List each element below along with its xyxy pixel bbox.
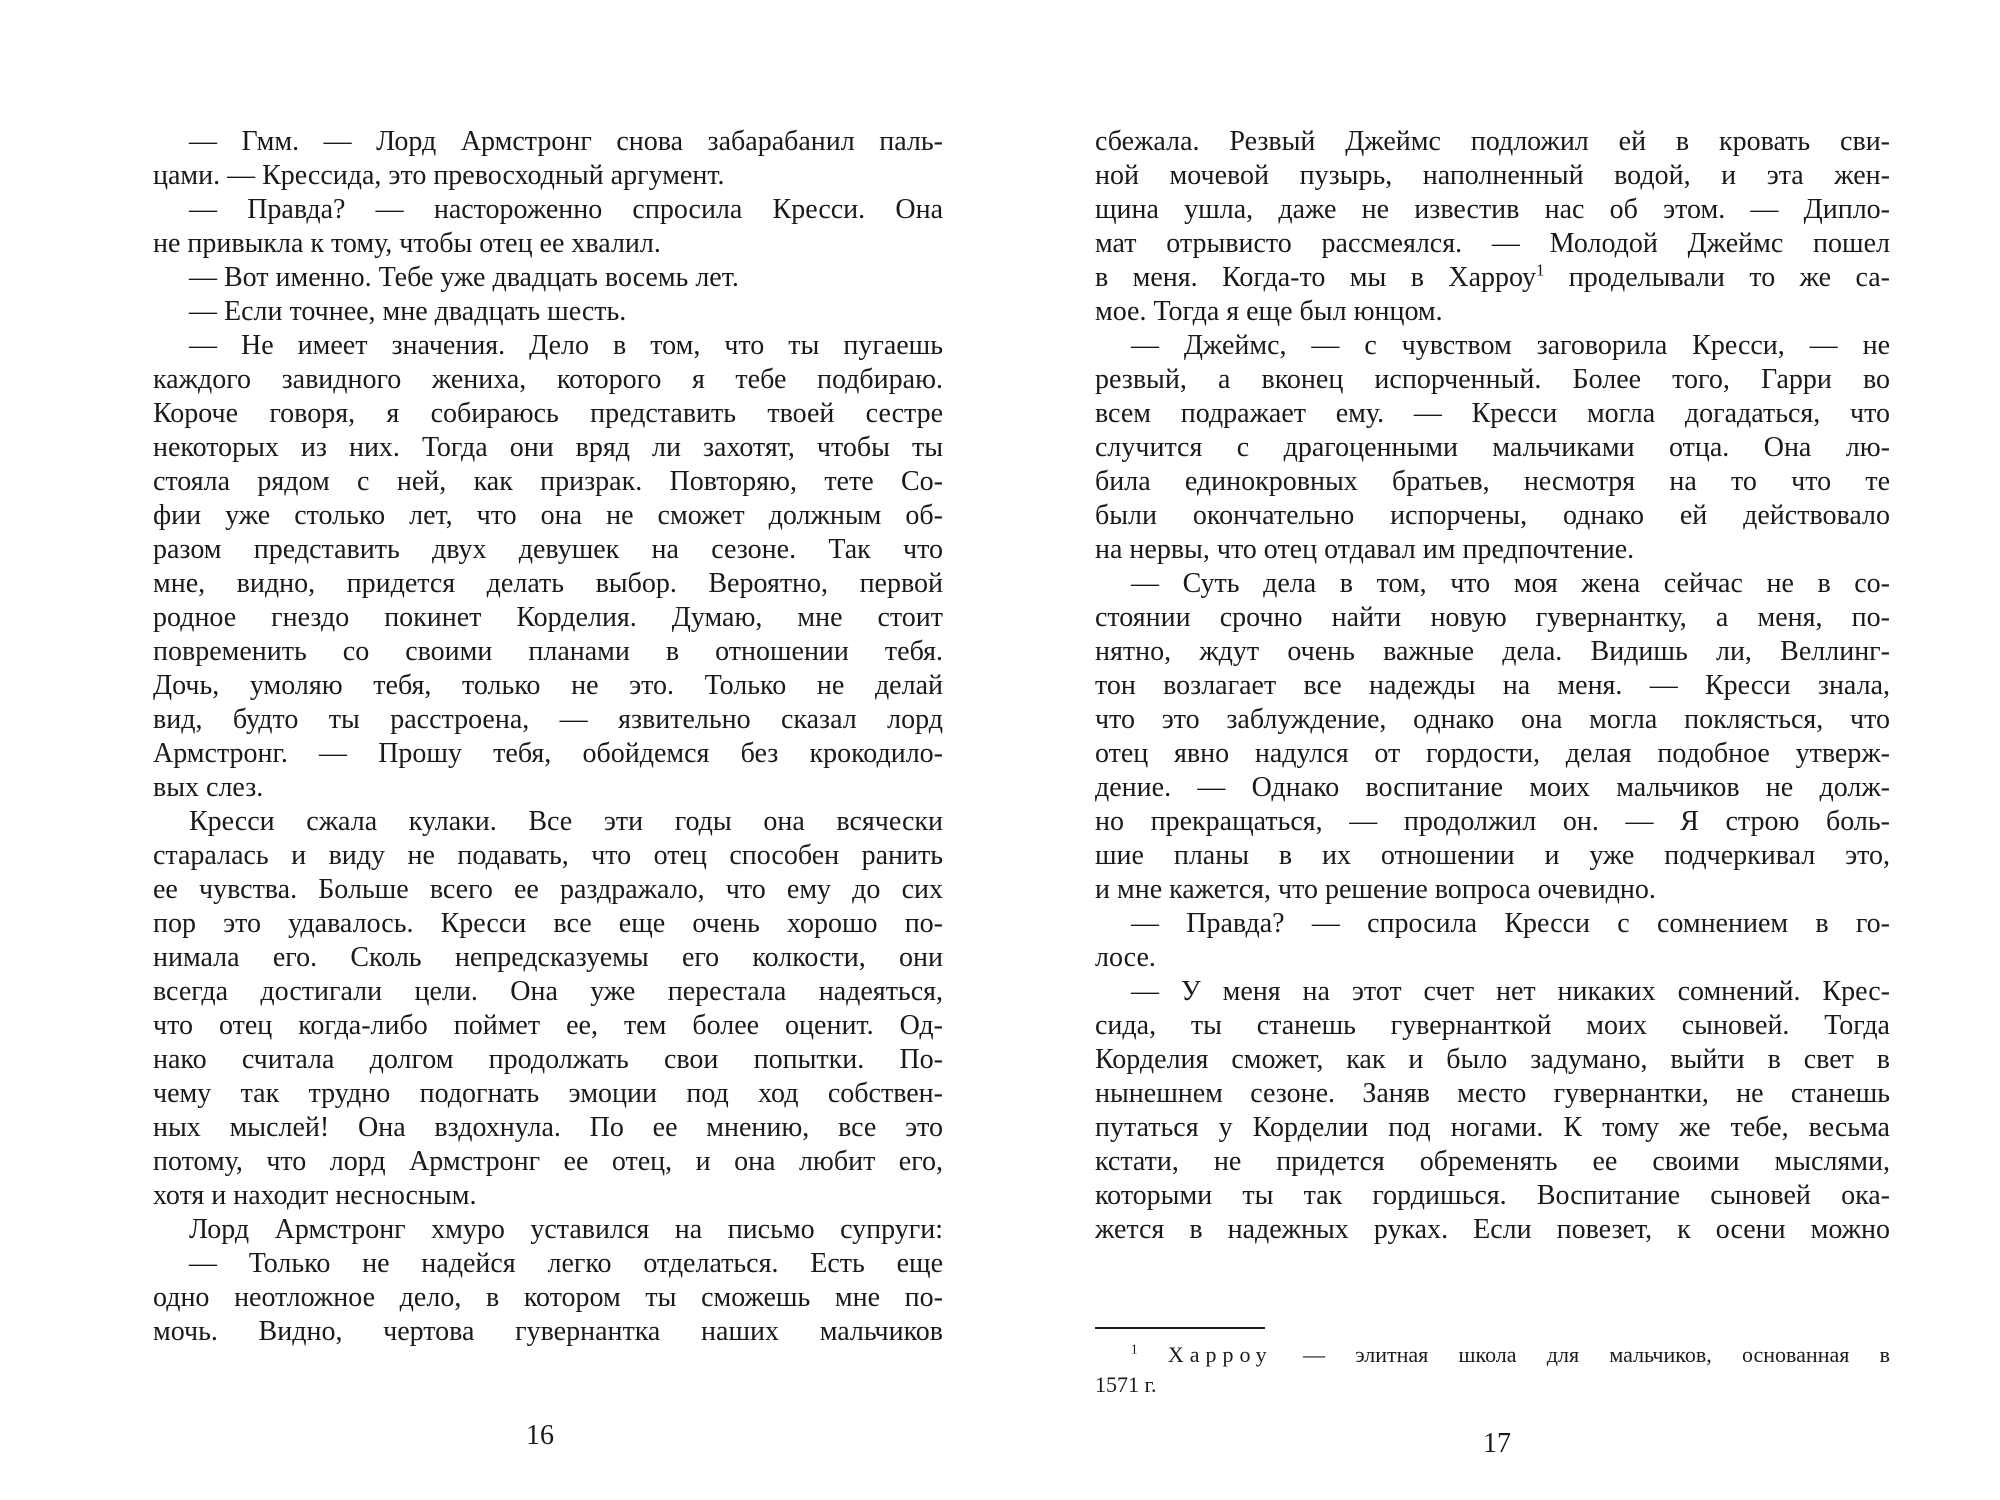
text-line: старалась и виду не подавать, что отец способен ранить [153, 840, 943, 871]
text-line: путаться у Корделии под ногами. К тому же тебе, весьма [1095, 1112, 1890, 1143]
text-line: отец явно надулся от гордости, делая подобное утверж- [1095, 738, 1890, 769]
footnote-marker: 1 [1535, 261, 1545, 280]
text-line: Лорд Армстронг хмуро уставился на письмо супруги: [189, 1214, 943, 1245]
text-line: ной мочевой пузырь, наполненный водой, и эта жен- [1095, 160, 1890, 191]
text-line: сида, ты станешь гувернанткой моих сыновей. Тогда [1095, 1010, 1890, 1041]
text-line: хотя и находит несносным. [153, 1180, 477, 1211]
footnote [1095, 1340, 1890, 1400]
text-line: и мне кажется, что решение вопроса очевидно. [1095, 874, 1656, 905]
text-line: — Вот именно. Тебе уже двадцать восемь лет. [189, 262, 739, 293]
footnote-line [1095, 1340, 1890, 1370]
text-line: вых слез. [153, 772, 264, 803]
right-page [1000, 0, 2000, 1500]
text-line: шие планы в их отношении и уже подчеркивал это, [1095, 840, 1890, 871]
text-line: всем подражает ему. — Кресси могла догадаться, что [1095, 398, 1890, 429]
text-line: Кресси сжала кулаки. Все эти годы она всячески [189, 806, 943, 837]
text-line: на нервы, что отец отдавал им предпочтение. [1095, 534, 1635, 565]
text-line: некоторых из них. Тогда они вряд ли захотят, чтобы ты [153, 432, 943, 463]
page-number: 17 [1483, 1428, 1511, 1459]
text-line: дение. — Однако воспитание моих мальчиков не долж- [1095, 772, 1890, 803]
text-line: нынешнем сезоне. Заняв место гувернантки, не станешь [1095, 1078, 1890, 1109]
text-line: — Суть дела в том, что моя жена сейчас не в со- [1131, 568, 1890, 599]
text-line: пор это удавалось. Кресси все еще очень хорошо по- [153, 908, 943, 939]
text-line: мое. Тогда я еще был юнцом. [1095, 296, 1443, 327]
text-line: что это заблуждение, однако она могла поклясться, что [1095, 704, 1890, 735]
text-line: ее чувства. Больше всего ее раздражало, что ему до сих [153, 874, 943, 905]
text-line: нятно, ждут очень важные дела. Видишь ли, Веллинг- [1095, 636, 1890, 667]
text-line: лосе. [1095, 942, 1156, 973]
text-line: повременить со своими планами в отношении тебя. [153, 636, 943, 667]
footnote-line: 1571 г. [1095, 1372, 1157, 1397]
text-line: чему так трудно подогнать эмоции под ход собствен- [153, 1078, 943, 1109]
text-line: каждого завидного жениха, которого я тебе подбираю. [153, 364, 943, 395]
text-line: била единокровных братьев, несмотря на то что те [1095, 466, 1890, 497]
text-line: всегда достигали цели. Она уже перестала надеяться, [153, 976, 943, 1007]
text-line: стояла рядом с ней, как призрак. Повторяю, тете Со- [153, 466, 943, 497]
text-line: жется в надежных руках. Если повезет, к осени можно [1095, 1214, 1890, 1245]
text-line: потому, что лорд Армстронг ее отец, и она любит его, [153, 1146, 943, 1177]
text-line: были окончательно испорчены, однако ей действовало [1095, 500, 1890, 531]
footnote-term: Харроу [1167, 1342, 1273, 1367]
text-line: мне, видно, придется делать выбор. Вероятно, первой [153, 568, 943, 599]
text-line: Короче говоря, я собираюсь представить твоей сестре [153, 398, 943, 429]
text-line: тон возлагает все надежды на меня. — Кресси знала, [1095, 670, 1890, 701]
text-line: но прекращаться, — продолжил он. — Я строю боль- [1095, 806, 1890, 837]
text-line: — Правда? — настороженно спросила Кресси. Она [189, 194, 943, 225]
text-line: мочь. Видно, чертова гувернантка наших мальчиков [153, 1316, 943, 1347]
text-fragment: проделывали то же са- [1544, 262, 1890, 293]
text-line: — Правда? — спросила Кресси с сомнением в го- [1131, 908, 1890, 939]
text-line: резвый, а вконец испорченный. Более того, Гарри во [1095, 364, 1890, 395]
text-line: не привыкла к тому, чтобы отец ее хвалил. [153, 228, 661, 259]
text-line: ных мыслей! Она вздохнула. По ее мнению, все это [153, 1112, 943, 1143]
text-line: нимала его. Сколь непредсказуемы его колкости, они [153, 942, 943, 973]
footnote-marker: 1 [1131, 1341, 1138, 1357]
right-page-text [1095, 125, 1890, 1247]
text-line: кстати, не придется обременять ее своими мыслями, [1095, 1146, 1890, 1177]
text-line: нако считала долгом продолжать свои попытки. По- [153, 1044, 943, 1075]
text-line: фии уже столько лет, что она не сможет должным об- [153, 500, 943, 531]
text-line: мат отрывисто рассмеялся. — Молодой Джеймс пошел [1095, 228, 1890, 259]
left-page-text [153, 125, 943, 1349]
text-line: — Только не надейся легко отделаться. Есть еще [189, 1248, 943, 1279]
text-line: случится с драгоценными мальчиками отца. Она лю- [1095, 432, 1890, 463]
text-line: цами. — Крессида, это превосходный аргумент. [153, 160, 725, 191]
text-line: разом представить двух девушек на сезоне. Так что [153, 534, 943, 565]
text-line: стоянии срочно найти новую гувернантку, а меня, по- [1095, 602, 1890, 633]
text-line-with-footnote-marker [1095, 261, 1890, 295]
text-line: Корделия сможет, как и было задумано, выйти в свет в [1095, 1044, 1890, 1075]
footnote-divider [1095, 1327, 1265, 1329]
text-line: которыми ты так гордишься. Воспитание сыновей ока- [1095, 1180, 1890, 1211]
text-line: — Джеймс, — с чувством заговорила Кресси, — не [1131, 330, 1890, 361]
text-line: — У меня на этот счет нет никаких сомнений. Крес- [1131, 976, 1890, 1007]
text-line: Армстронг. — Прошу тебя, обойдемся без крокодило- [153, 738, 943, 769]
text-line: родное гнездо покинет Корделия. Думаю, мне стоит [153, 602, 943, 633]
text-line: — Гмм. — Лорд Армстронг снова забарабанил паль- [189, 126, 943, 157]
text-line: Дочь, умоляю тебя, только не это. Только не делай [153, 670, 943, 701]
text-line: щина ушла, даже не известив нас об этом. — Дипло- [1095, 194, 1890, 225]
text-line: — Если точнее, мне двадцать шесть. [189, 296, 627, 327]
text-line: сбежала. Резвый Джеймс подложил ей в кровать сви- [1095, 126, 1890, 157]
page-number: 16 [526, 1420, 554, 1451]
text-line: одно неотложное дело, в котором ты сможешь мне по- [153, 1282, 943, 1313]
text-fragment: в меня. Когда-то мы в Харроу [1095, 262, 1536, 293]
footnote-text: — элитная школа для мальчиков, основанная в [1272, 1342, 1890, 1367]
text-line: что отец когда-либо поймет ее, тем более оценит. Од- [153, 1010, 943, 1041]
text-line: — Не имеет значения. Дело в том, что ты пугаешь [189, 330, 943, 361]
text-line: вид, будто ты расстроена, — язвительно сказал лорд [153, 704, 943, 735]
